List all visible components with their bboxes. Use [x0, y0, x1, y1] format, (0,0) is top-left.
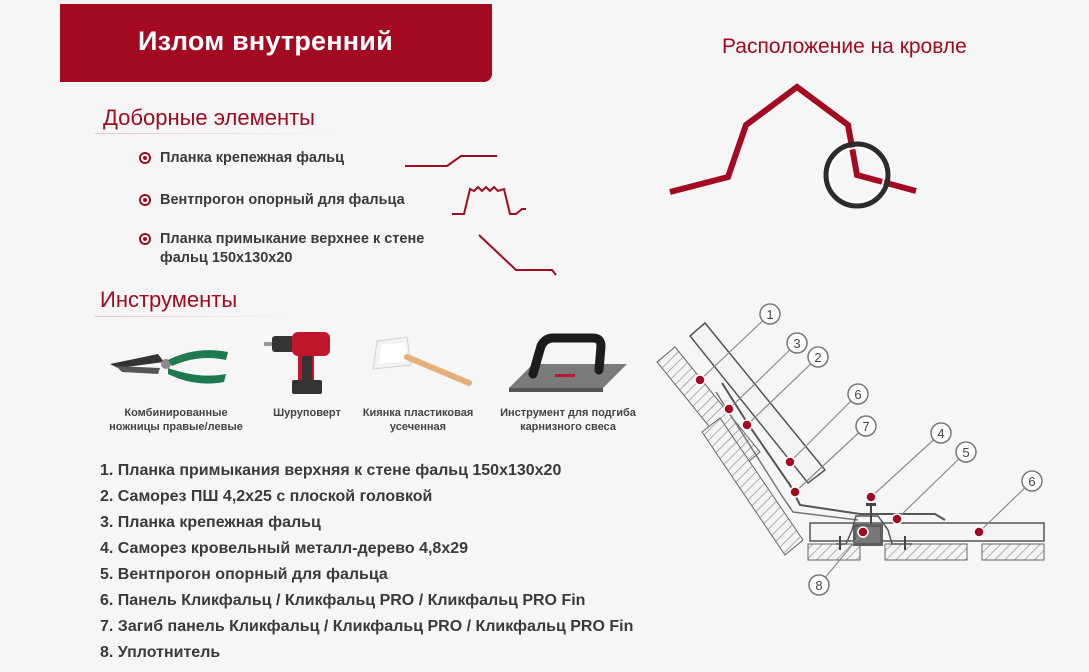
tools-heading: Инструменты: [100, 287, 238, 312]
svg-text:7: 7: [862, 419, 870, 434]
batten-1: [808, 544, 860, 560]
element-label-vent-purlin: Вентпрогон опорный для фальца: [160, 192, 405, 208]
callout-6-deck: [1022, 471, 1042, 491]
legend-item-3: 3. Планка крепежная фальц: [100, 514, 321, 531]
callout-4: [931, 423, 951, 443]
svg-text:3: 3: [793, 336, 801, 351]
callout-2: [808, 347, 828, 367]
callout-8: [809, 575, 829, 595]
callout-5: [956, 442, 976, 462]
legend-item-8: 8. Уплотнитель: [100, 644, 221, 661]
element-label-wall-strip: Планка примыкание верхнее к стене фальц 150x130x20: [160, 231, 425, 266]
wall-hatch-upper: [657, 347, 760, 467]
roof-location-title: Расположение на кровле: [722, 35, 967, 58]
legend-item-1: 1. Планка примыкания верхняя к стене фальц 150x130x20: [100, 462, 562, 479]
callout-3: [787, 333, 807, 353]
tool-label-screwdriver: Шуруповерт: [273, 407, 341, 419]
page-title: Излом внутренний: [138, 26, 393, 56]
batten-2: [885, 544, 967, 560]
additional-elements-heading: Доборные элементы: [103, 105, 315, 130]
svg-text:1: 1: [766, 307, 774, 322]
callout-7: [856, 416, 876, 436]
batten-3: [982, 544, 1044, 560]
svg-text:6: 6: [854, 387, 862, 402]
svg-text:2: 2: [814, 350, 822, 365]
legend-item-2: 2. Саморез ПШ 4,2x25 с плоской головкой: [100, 488, 433, 505]
tool-label-bending-tool: Инструмент для подгиба карнизного свеса: [500, 407, 636, 433]
element-label-fastening-strip: Планка крепежная фальц: [160, 150, 344, 166]
legend-item-5: 5. Вентпрогон опорный для фальца: [100, 566, 388, 583]
svg-text:5: 5: [962, 445, 970, 460]
svg-text:6: 6: [1028, 474, 1036, 489]
callout-1: [760, 304, 780, 324]
legend-item-4: 4. Саморез кровельный металл-дерево 4,8x29: [100, 540, 469, 557]
svg-text:4: 4: [937, 426, 945, 441]
deck-board: [810, 523, 1044, 541]
legend-item-6: 6. Панель Кликфальц / Кликфальц PRO / Кликфальц PRO Fin: [100, 592, 586, 609]
legend-item-7: 7. Загиб панель Кликфальц / Кликфальц PRO / Кликфальц PRO Fin: [100, 618, 634, 635]
callout-6-wall: [848, 384, 868, 404]
tool-label-shears: Комбинированные ножницы правые/левые: [109, 407, 243, 433]
tool-label-mallet: Киянка пластиковая усеченная: [362, 407, 474, 433]
svg-text:8: 8: [815, 578, 823, 593]
